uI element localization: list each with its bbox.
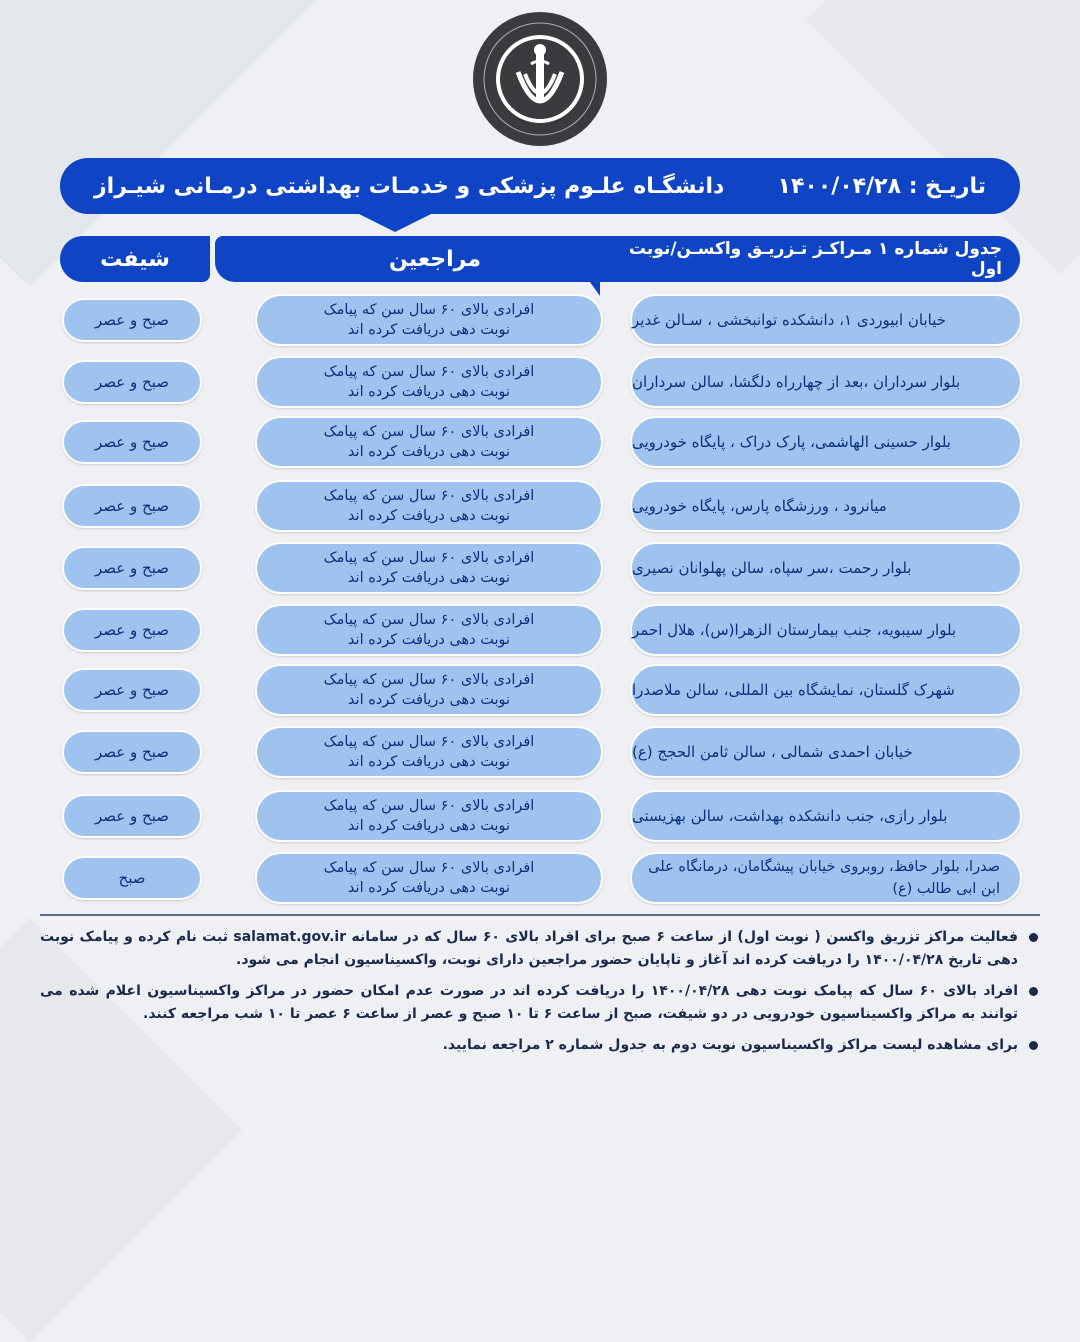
column-header-shift: شیفت [60,236,210,282]
audience-line: نوبت دهی دریافت کرده اند [347,818,511,834]
shift-cell: صبح و عصر [62,668,202,712]
shift-cell: صبح و عصر [62,484,202,528]
table-row [0,790,1080,842]
note-text: فعالیت مراکز تزریق واکسن ( نوبت اول) از ساعت ۶ صبح برای افراد بالای ۶۰ سال که در سامانه salamat.gov.ir ثبت نام کرده و پیامک نوبت دهی تاریخ ۱۴۰۰/۰۴/۲۸ را دریافت کرده اند آغاز و تاپایان حضور مراجعین دارای نوبت، واکسیناسیون انجام می شود. [40,929,1018,968]
audience-line: افرادی بالای ۶۰ سال سن که پیامک [323,550,535,566]
audience-line: افرادی بالای ۶۰ سال سن که پیامک [323,734,535,750]
shift-cell: صبح و عصر [62,794,202,838]
audience-cell [255,664,603,716]
audience-line: نوبت دهی دریافت کرده اند [347,444,511,460]
audience-line: نوبت دهی دریافت کرده اند [347,632,511,648]
audience-line: افرادی بالای ۶۰ سال سن که پیامک [323,488,535,504]
audience-line: نوبت دهی دریافت کرده اند [347,384,511,400]
audience-line: افرادی بالای ۶۰ سال سن که پیامک [323,424,535,440]
location-cell: بلوار سیبویه، جنب بیمارستان الزهرا(س)، هلال احمر [630,604,1022,656]
audience-cell [255,852,603,904]
location-cell: بلوار سرداران ،بعد از چهارراه دلگشا، سالن سرداران [630,356,1022,408]
audience-line: نوبت دهی دریافت کرده اند [347,508,511,524]
date-label: تاریـخ : ۱۴۰۰/۰۴/۲۸ [777,173,986,199]
shift-cell: صبح و عصر [62,546,202,590]
audience-cell [255,604,603,656]
audience-cell [255,416,603,468]
university-emblem-icon [473,12,607,146]
audience-cell [255,480,603,532]
location-cell: خیابان احمدی شمالی ، سالن ثامن الحجج (ع) [630,726,1022,778]
location-cell: بلوار رازی، جنب دانشکده بهداشت، سالن بهزیستی [630,790,1022,842]
table-row [0,294,1080,346]
table-row [0,726,1080,778]
footer-divider [40,914,1040,916]
location-cell: بلوار رحمت ،سر سپاه، سالن پهلوانان نصیری [630,542,1022,594]
note-item [40,926,1040,972]
bullet-icon [1029,933,1038,942]
audience-line: افرادی بالای ۶۰ سال سن که پیامک [323,672,535,688]
audience-line: نوبت دهی دریافت کرده اند [347,322,511,338]
shift-cell: صبح و عصر [62,360,202,404]
audience-line: نوبت دهی دریافت کرده اند [347,570,511,586]
header-bar [60,158,1020,214]
column-header-audience: مراجعین [215,236,655,282]
table-row [0,480,1080,532]
audience-line: نوبت دهی دریافت کرده اند [347,880,511,896]
location-cell: بلوار حسینی الهاشمی، پارک دراک ، پایگاه خودرویی [630,416,1022,468]
audience-line: افرادی بالای ۶۰ سال سن که پیامک [323,798,535,814]
shift-cell: صبح و عصر [62,420,202,464]
note-text: افراد بالای ۶۰ سال که پیامک نوبت دهی ۱۴۰۰/۰۴/۲۸ را دریافت کرده اند در صورت عدم امکان حضور در مراکز واکسیناسیون اعلام شده می توانند به مراکز واکسیناسیون خودرویی در دو شیفت، صبح از ساعت ۶ تا ۱۰ صبح و عصر از ساعت ۶ عصر تا ۱۰ شب مراجعه کنند. [40,983,1018,1022]
background-shape [805,0,1080,275]
note-item [40,980,1040,1026]
audience-line: نوبت دهی دریافت کرده اند [347,692,511,708]
header-notch [355,212,435,232]
audience-cell [255,542,603,594]
audience-cell [255,790,603,842]
shift-cell: صبح و عصر [62,608,202,652]
audience-line: افرادی بالای ۶۰ سال سن که پیامک [323,302,535,318]
column-header-centers: جدول شماره ۱ مـراکـز تـزریـق واکسـن/نوبت اول [600,236,1020,282]
audience-cell [255,726,603,778]
shift-cell: صبح و عصر [62,298,202,342]
note-text: برای مشاهده لیست مراکز واکسیناسیون نوبت دوم به جدول شماره ۲ مراجعه نمایید. [442,1037,1018,1053]
shift-cell: صبح [62,856,202,900]
note-item [40,1034,1040,1057]
page-title: دانشگـاه علـوم پزشکی و خدمـات بهداشتی درمـانی شیـراز [94,173,725,199]
table-row [0,416,1080,468]
location-cell: خیابان ابیوردی ۱، دانشکده توانبخشی ، سـالن غدیر [630,294,1022,346]
shift-cell: صبح و عصر [62,730,202,774]
location-cell: صدرا، بلوار حافظ، روبروی خیابان پیشگامان، درمانگاه علی ابن ابی طالب (ع) [630,852,1022,904]
notes-list [40,926,1040,1065]
audience-cell [255,294,603,346]
table-row [0,356,1080,408]
location-cell: شهرک گلستان، نمایشگاه بین المللی، سالن ملاصدرا [630,664,1022,716]
audience-cell [255,356,603,408]
audience-line: افرادی بالای ۶۰ سال سن که پیامک [323,612,535,628]
table-row [0,542,1080,594]
table-row [0,604,1080,656]
audience-line: افرادی بالای ۶۰ سال سن که پیامک [323,364,535,380]
university-logo [473,12,607,146]
table-row [0,852,1080,904]
bullet-icon [1029,987,1038,996]
audience-line: نوبت دهی دریافت کرده اند [347,754,511,770]
location-cell: میانرود ، ورزشگاه پارس، پایگاه خودرویی [630,480,1022,532]
bullet-icon [1029,1041,1038,1050]
audience-line: افرادی بالای ۶۰ سال سن که پیامک [323,860,535,876]
table-row [0,664,1080,716]
